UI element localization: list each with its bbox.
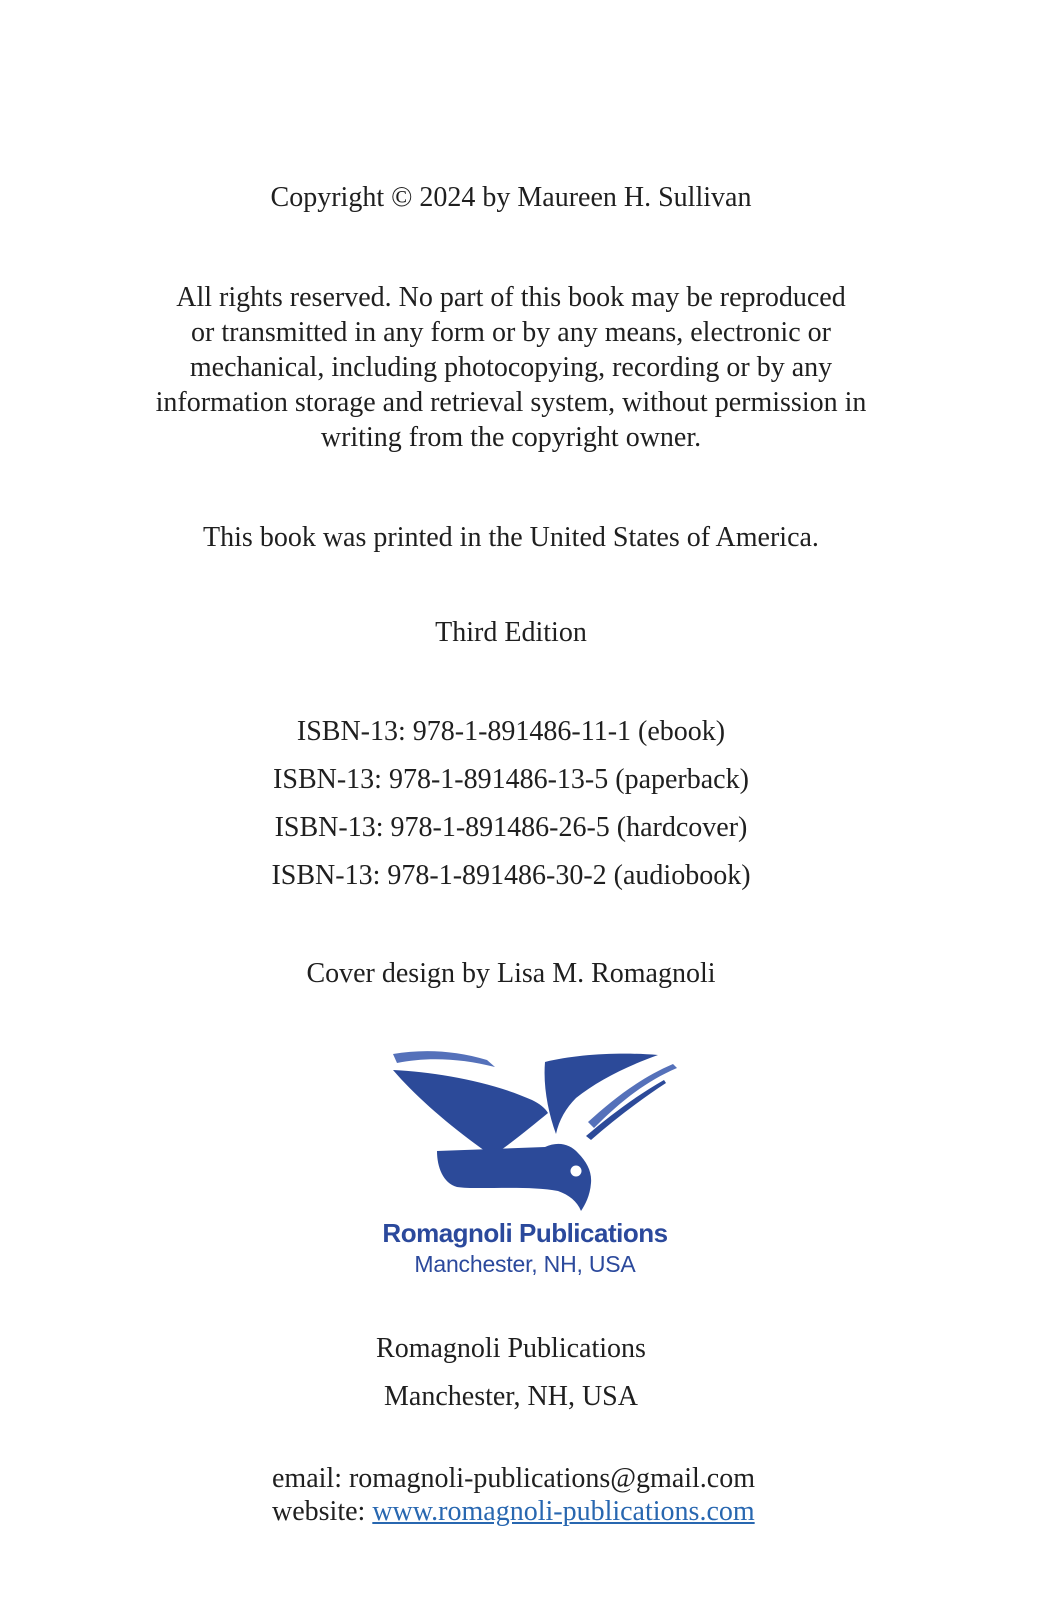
right-wing-feather-line — [586, 1080, 666, 1140]
rights-line: All rights reserved. No part of this book may be reproduced — [176, 282, 846, 313]
copyright-line: Copyright © 2024 by Maureen H. Sullivan — [270, 182, 752, 213]
rights-line: information storage and retrieval system, without permission in — [155, 387, 867, 418]
isbn-list — [0, 708, 1022, 900]
left-wing-accent-stripe — [393, 1051, 495, 1067]
rights-line: or transmitted in any form or by any means, electronic or — [191, 317, 831, 348]
isbn-line-ebook: ISBN-13: 978-1-891486-11-1 (ebook) — [296, 716, 726, 747]
left-wing-shape — [393, 1070, 548, 1156]
bird-body-shape — [437, 1144, 591, 1211]
rights-line: writing from the copyright owner. — [320, 422, 702, 453]
rights-line: mechanical, including photocopying, recording or by any — [189, 352, 833, 383]
website-link[interactable]: www.romagnoli-publications.com — [372, 1496, 755, 1527]
website-line — [272, 1495, 755, 1528]
rights-paragraph — [0, 280, 1022, 455]
bird-eye — [571, 1166, 582, 1177]
logo-publisher-name: Romagnoli Publications — [382, 1218, 668, 1248]
printed-in-usa-line: This book was printed in the United States of America. — [203, 522, 819, 553]
isbn-line-hardcover: ISBN-13: 978-1-891486-26-5 (hardcover) — [274, 812, 748, 843]
contact-block — [272, 1462, 755, 1528]
seagull-bird-icon — [377, 1048, 687, 1218]
publisher-location-line: Manchester, NH, USA — [384, 1381, 638, 1412]
isbn-line-audiobook: ISBN-13: 978-1-891486-30-2 (audiobook) — [271, 860, 751, 891]
cover-design-line: Cover design by Lisa M. Romagnoli — [306, 958, 716, 989]
edition-line: Third Edition — [435, 617, 587, 648]
isbn-line-paperback: ISBN-13: 978-1-891486-13-5 (paperback) — [273, 764, 749, 795]
right-wing-shape — [545, 1054, 658, 1134]
publisher-name-line: Romagnoli Publications — [376, 1333, 646, 1364]
email-line: email: romagnoli-publications@gmail.com — [272, 1463, 756, 1494]
logo-location: Manchester, NH, USA — [414, 1251, 636, 1277]
website-label: website: — [272, 1496, 373, 1527]
